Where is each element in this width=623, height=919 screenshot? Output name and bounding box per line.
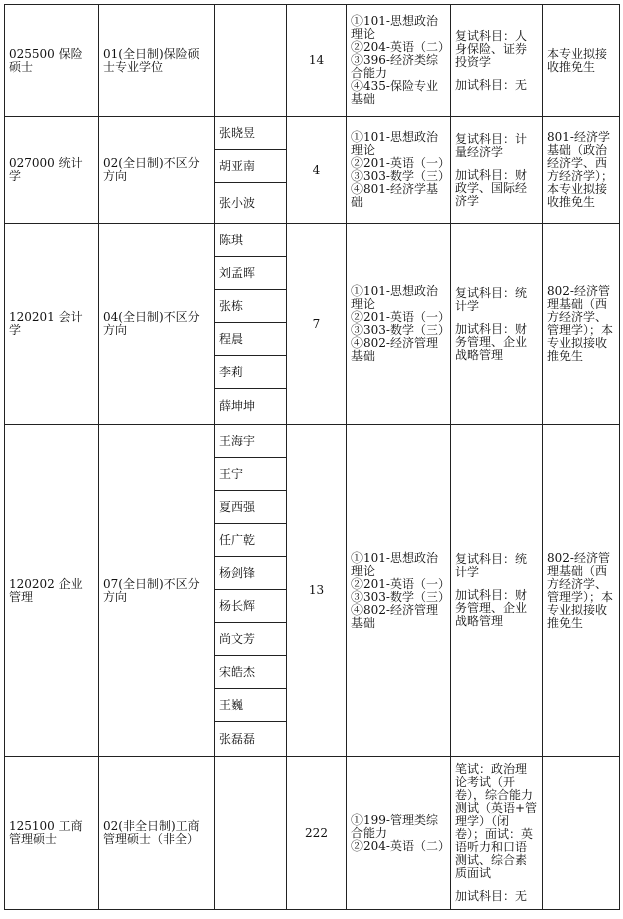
retest-subjects: 复试科目：计量经济学: [455, 131, 528, 159]
supervisor-cell: 尚文芳: [215, 623, 287, 656]
supervisor-cell: 杨长辉: [215, 590, 287, 623]
exam-subject: ①199-管理类综合能力: [351, 812, 438, 840]
supervisor-cell: 胡亚南: [215, 150, 287, 183]
remarks-cell: [543, 757, 620, 910]
exam-subjects-cell: [347, 224, 451, 425]
exam-subject: ②201-英语（一）: [351, 310, 450, 324]
supervisor-cell: [215, 5, 287, 117]
supervisor-cell: 陈琪: [215, 224, 287, 257]
table-row: [5, 224, 620, 257]
retest-cell: [451, 117, 543, 224]
extra-subjects: 加试科目：财务管理、企业战略管理: [455, 588, 528, 628]
exam-subjects-cell: [347, 117, 451, 224]
major-cell: 120202 企业管理: [5, 425, 99, 757]
supervisor-cell: 刘孟晖: [215, 257, 287, 290]
exam-subject: ②201-英语（一）: [351, 156, 450, 170]
table-row: [5, 117, 620, 150]
exam-subject: ③303-数学（三）: [351, 169, 450, 183]
retest-subjects: 复试科目：统计学: [455, 285, 528, 313]
exam-subjects-cell: [347, 425, 451, 757]
supervisor-cell: 夏西强: [215, 491, 287, 524]
supervisor-cell: 王宁: [215, 458, 287, 491]
remarks-cell: 801-经济学基础（政治经济学、西方经济学）；本专业拟接收推免生: [543, 117, 620, 224]
major-cell: 120201 会计学: [5, 224, 99, 425]
supervisor-cell: 宋皓杰: [215, 656, 287, 689]
exam-subject: ③303-数学（三）: [351, 323, 450, 337]
supervisor-cell: [215, 757, 287, 910]
direction-cell: 04(全日制)不区分方向: [99, 224, 215, 425]
exam-subject: ④802-经济管理基础: [351, 336, 438, 363]
admissions-table: [4, 4, 620, 910]
exam-subject: ④801-经济学基础: [351, 182, 438, 209]
major-cell: 027000 统计学: [5, 117, 99, 224]
retest-subjects: 复试科目：人身保险、证券投资学: [455, 28, 528, 69]
supervisor-cell: 程晨: [215, 323, 287, 356]
extra-subjects: 加试科目：财务管理、企业战略管理: [455, 321, 528, 362]
remarks-cell: 本专业拟接收推免生: [543, 5, 620, 117]
exam-subject: ③303-数学（三）: [351, 589, 450, 604]
count-cell: 4: [287, 117, 347, 224]
retest-subjects: 复试科目：统计学: [455, 552, 528, 579]
count-cell: 222: [287, 757, 347, 910]
exam-subjects-cell: [347, 5, 451, 117]
retest-subjects: 笔试：政治理论考试（开卷），综合能力测试（英语+管理学）（闭卷）；面试：英语听力和口语测试、综合素质面试: [455, 762, 538, 880]
exam-subject: ④435-保险专业基础: [351, 79, 438, 106]
major-cell: 025500 保险硕士: [5, 5, 99, 117]
exam-subject: ③396-经济类综合能力: [351, 53, 438, 80]
table-row: [5, 5, 620, 117]
retest-cell: [451, 757, 543, 910]
exam-subjects-cell: [347, 757, 451, 910]
count-cell: 14: [287, 5, 347, 117]
retest-cell: [451, 5, 543, 117]
supervisor-cell: 李莉: [215, 356, 287, 389]
exam-subject: ②204-英语（二）: [351, 40, 450, 54]
retest-cell: [451, 425, 543, 757]
table-row: [5, 757, 620, 910]
exam-subject: ①101-思想政治理论: [351, 284, 438, 311]
exam-subject: ①101-思想政治理论: [351, 130, 438, 157]
supervisor-cell: 王海宇: [215, 425, 287, 458]
supervisor-cell: 杨剑锋: [215, 557, 287, 590]
supervisor-cell: 薛坤坤: [215, 389, 287, 425]
remarks-cell: 802-经济管理基础（西方经济学、管理学）；本专业拟接收推免生: [543, 224, 620, 425]
table-row: [5, 425, 620, 458]
exam-subject: ②201-英语（一）: [351, 576, 450, 591]
extra-subjects: 加试科目：财政学、国际经济学: [455, 167, 528, 208]
direction-cell: 02(非全日制)工商管理硕士（非全）: [99, 757, 215, 910]
supervisor-cell: 张小波: [215, 183, 287, 224]
extra-subjects: 加试科目：无: [455, 77, 528, 92]
direction-cell: 01(全日制)保险硕士专业学位: [99, 5, 215, 117]
extra-subjects: 加试科目：无: [455, 889, 528, 903]
exam-subject: ④802-经济管理基础: [351, 602, 438, 630]
exam-subject: ①101-思想政治理论: [351, 14, 438, 41]
count-cell: 13: [287, 425, 347, 757]
major-cell: 125100 工商管理硕士: [5, 757, 99, 910]
direction-cell: 07(全日制)不区分方向: [99, 425, 215, 757]
count-cell: 7: [287, 224, 347, 425]
supervisor-cell: 任广乾: [215, 524, 287, 557]
exam-subject: ②204-英语（二）: [351, 838, 450, 853]
supervisor-cell: 张晓昱: [215, 117, 287, 150]
exam-subject: ①101-思想政治理论: [351, 550, 438, 578]
supervisor-cell: 王巍: [215, 689, 287, 722]
supervisor-cell: 张栋: [215, 290, 287, 323]
supervisor-cell: 张磊磊: [215, 722, 287, 757]
remarks-cell: 802-经济管理基础（西方经济学、管理学）；本专业拟接收推免生: [543, 425, 620, 757]
retest-cell: [451, 224, 543, 425]
direction-cell: 02(全日制)不区分方向: [99, 117, 215, 224]
